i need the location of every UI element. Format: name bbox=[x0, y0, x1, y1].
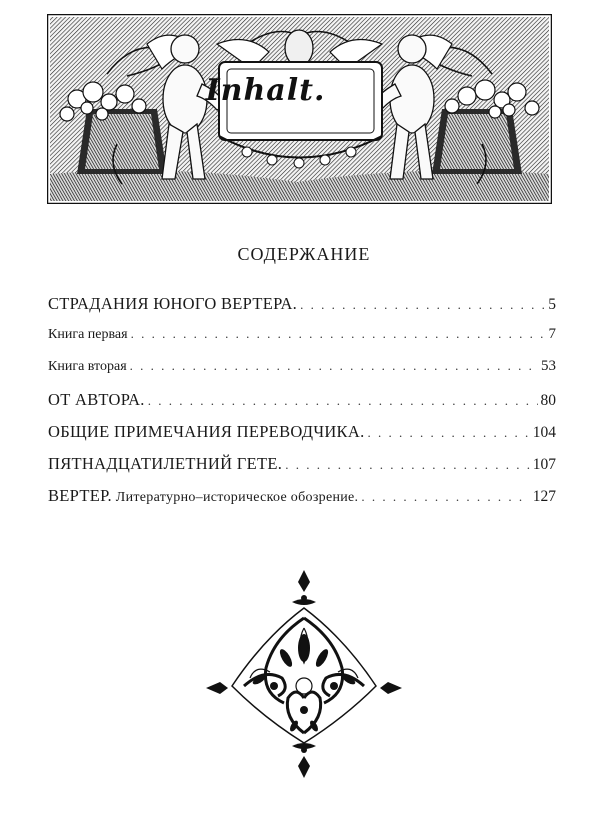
header-title: Inhalt. bbox=[205, 72, 326, 108]
toc-entry[interactable] bbox=[48, 422, 556, 454]
toc-entry[interactable] bbox=[48, 486, 556, 518]
toc-leader bbox=[368, 425, 530, 441]
toc-entry[interactable] bbox=[48, 390, 556, 422]
toc-entry-title: Книга первая bbox=[48, 327, 128, 342]
toc-entry[interactable] bbox=[48, 454, 556, 486]
toc-entry-page: 107 bbox=[532, 456, 556, 473]
toc-entry-title: Книга вторая bbox=[48, 359, 127, 374]
toc-entry-page: 5 bbox=[548, 296, 556, 313]
toc-entry[interactable] bbox=[48, 326, 556, 358]
toc-leader bbox=[361, 489, 529, 505]
toc-entry-title: ОТ АВТОРА. bbox=[48, 390, 145, 409]
toc-entry-title-main: ВЕРТЕР. bbox=[48, 486, 112, 505]
toc-entry-page: 80 bbox=[540, 392, 556, 409]
toc-leader bbox=[130, 358, 538, 374]
toc-leader bbox=[131, 326, 546, 342]
toc-leader bbox=[300, 297, 545, 313]
toc-entry-page: 7 bbox=[548, 326, 556, 342]
toc-entry-page: 104 bbox=[532, 424, 556, 441]
toc-entry-subtitle: Литературно–историческое обозрение. bbox=[111, 490, 359, 505]
toc-entry-title: ОБЩИЕ ПРИМЕЧАНИЯ ПЕРЕВОДЧИКА. bbox=[48, 422, 365, 441]
toc-entry-title: ПЯТНАДЦАТИЛЕТНИЙ ГЕТЕ. bbox=[48, 454, 283, 473]
toc-entry-page: 53 bbox=[541, 358, 556, 374]
table-of-contents bbox=[48, 294, 556, 518]
ornament bbox=[204, 568, 404, 780]
toc-entry[interactable] bbox=[48, 294, 556, 326]
toc-entry-title bbox=[48, 486, 358, 506]
toc-heading: СОДЕРЖАНИЕ bbox=[237, 244, 371, 264]
toc-leader bbox=[148, 393, 538, 409]
toc-entry[interactable] bbox=[48, 358, 556, 390]
toc-entry-page: 127 bbox=[532, 488, 556, 505]
toc-entry-title: СТРАДАНИЯ ЮНОГО ВЕРТЕРА. bbox=[48, 294, 298, 313]
fleur-ornament-icon bbox=[204, 568, 404, 780]
toc-leader bbox=[285, 457, 530, 473]
